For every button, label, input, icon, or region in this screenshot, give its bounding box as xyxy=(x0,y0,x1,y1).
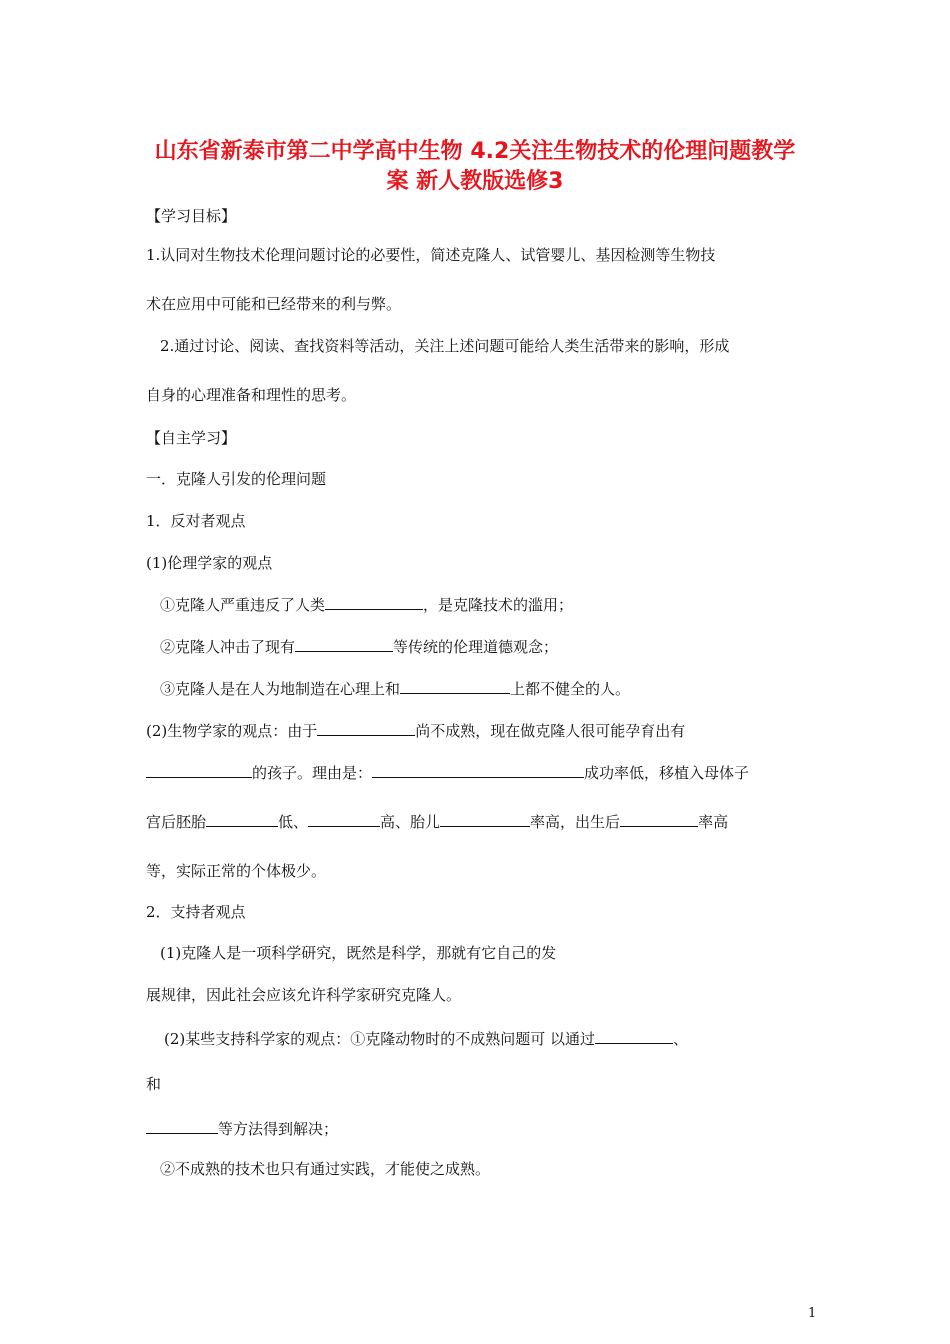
ethicist-point-3 xyxy=(160,677,630,700)
text: 率高 xyxy=(698,813,729,831)
objectives-header: 【学习目标】 xyxy=(146,207,237,225)
objective-2-line-2: 自身的心理准备和理性的思考。 xyxy=(146,386,357,404)
fill-blank[interactable] xyxy=(595,1027,673,1044)
biologist-view-line-3 xyxy=(146,810,728,833)
text: 的孩子。理由是： xyxy=(252,764,373,782)
fill-blank[interactable] xyxy=(206,810,278,827)
ethicist-point-1 xyxy=(160,593,573,616)
objective-1-line-1: 1.认同对生物技术伦理问题讨论的必要性，简述克隆人、试管婴儿、基因检测等生物技 xyxy=(146,246,716,264)
text: ③克隆人是在人为地制造在心理上和 xyxy=(160,680,401,698)
biologist-view-line-2 xyxy=(146,761,749,784)
fill-blank[interactable] xyxy=(308,810,380,827)
text: 尚不成熟，现在做克隆人很可能孕育出有 xyxy=(415,722,686,740)
document-title-line-1: 山东省新泰市第二中学高中生物 4.2关注生物技术的伦理问题教学 xyxy=(154,139,796,164)
opponents-heading: 1．反对者观点 xyxy=(146,512,246,530)
fill-blank[interactable] xyxy=(620,810,698,827)
text: ①克隆人严重违反了人类 xyxy=(160,596,326,614)
text: (2)生物学家的观点：由于 xyxy=(146,722,318,740)
supporter-point-2 xyxy=(164,1027,688,1050)
text: 成功率低，移植入母体子 xyxy=(584,764,750,782)
fill-blank[interactable] xyxy=(325,593,423,610)
supporter-point-2-and: 和 xyxy=(146,1075,162,1093)
fill-blank[interactable] xyxy=(372,761,584,778)
text: ②克隆人冲击了现有 xyxy=(160,638,296,656)
text: 等方法得到解决； xyxy=(218,1120,339,1138)
ethicist-view-heading: (1)伦理学家的观点 xyxy=(146,554,273,572)
fill-blank[interactable] xyxy=(146,1117,218,1134)
objective-2-line-1: 2.通过讨论、阅读、查找资料等活动，关注上述问题可能给人类生活带来的影响，形成 xyxy=(160,337,730,355)
fill-blank[interactable] xyxy=(295,635,393,652)
text: 等传统的伦理道德观念； xyxy=(393,638,559,656)
supporter-point-1-line-2: 展规律，因此社会应该允许科学家研究克隆人。 xyxy=(146,986,462,1004)
text: 宫后胚胎 xyxy=(146,813,207,831)
section-heading-cloning: 一．克隆人引发的伦理问题 xyxy=(146,470,327,488)
text: 上都不健全的人。 xyxy=(510,680,631,698)
biologist-view-line-4: 等，实际正常的个体极少。 xyxy=(146,862,327,880)
text: 率高，出生后 xyxy=(530,813,621,831)
page-number: 1 xyxy=(808,1306,817,1321)
text: (2)某些支持科学家的观点：①克隆动物时的不成熟问题可 以通过 xyxy=(164,1030,596,1048)
fill-blank[interactable] xyxy=(440,810,530,827)
text: 、 xyxy=(673,1030,689,1048)
objective-1-line-2: 术在应用中可能和已经带来的利与弊。 xyxy=(146,295,402,313)
fill-blank[interactable] xyxy=(146,761,252,778)
supporter-point-2-continued xyxy=(146,1117,338,1140)
text: 高、胎儿 xyxy=(380,813,441,831)
ethicist-point-2 xyxy=(160,635,558,658)
text: ，是克隆技术的滥用； xyxy=(423,596,574,614)
fill-blank[interactable] xyxy=(400,677,510,694)
biologist-view-line-1 xyxy=(146,719,685,742)
fill-blank[interactable] xyxy=(317,719,415,736)
supporter-point-1-line-1: (1)克隆人是一项科学研究，既然是科学，那就有它自己的发 xyxy=(160,944,557,962)
supporter-point-3: ②不成熟的技术也只有通过实践，才能使之成熟。 xyxy=(160,1160,491,1178)
document-title-line-2: 案 新人教版选修3 xyxy=(386,169,564,194)
self-study-header: 【自主学习】 xyxy=(146,429,237,447)
supporters-heading: 2．支持者观点 xyxy=(146,903,246,921)
text: 低、 xyxy=(278,813,309,831)
